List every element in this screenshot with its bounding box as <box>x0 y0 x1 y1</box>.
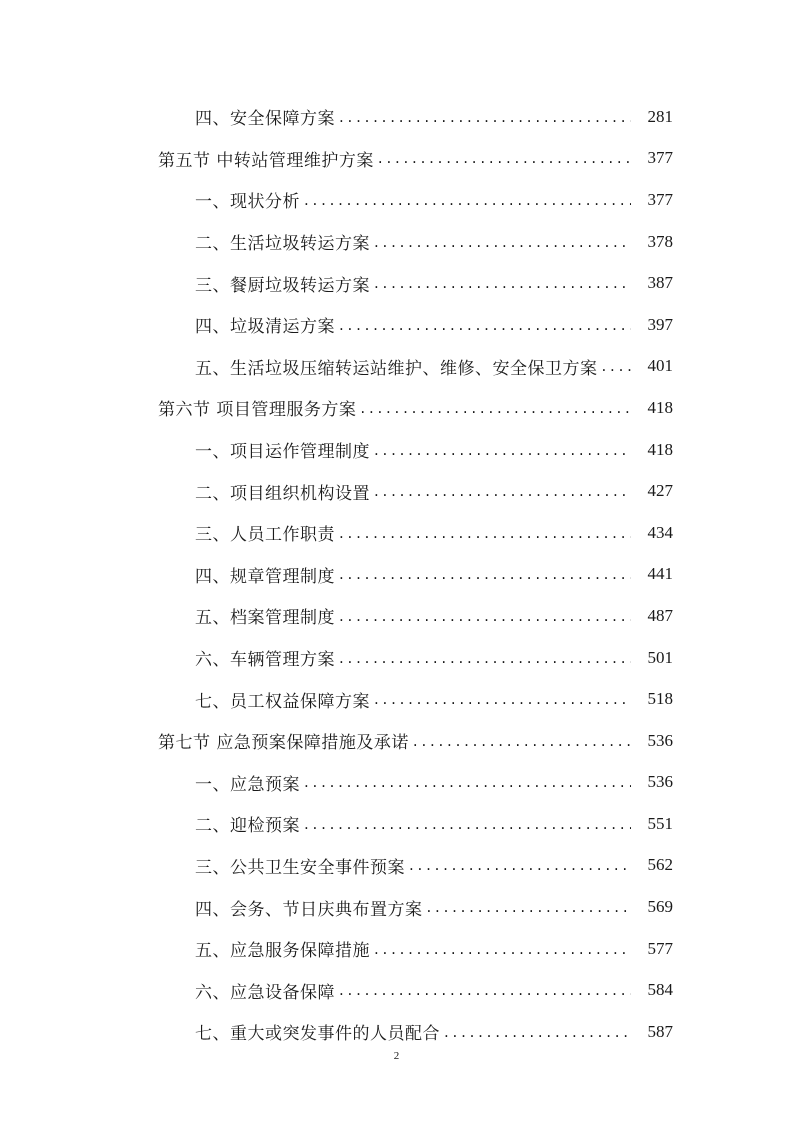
toc-entry-page: 536 <box>647 730 673 750</box>
toc-entry-label: 第六节 项目管理服务方案 <box>158 400 357 421</box>
toc-entry-label: 四、安全保障方案 <box>195 109 335 130</box>
toc-entry-label: 五、档案管理制度 <box>195 608 335 629</box>
toc-entry-label: 二、生活垃圾转运方案 <box>195 234 370 255</box>
toc-entry-label: 四、会务、节日庆典布置方案 <box>195 899 423 920</box>
toc-entry-page: 418 <box>647 439 673 459</box>
dot-leader <box>339 980 631 1000</box>
toc-entry-page: 387 <box>647 273 673 293</box>
dot-leader <box>374 689 631 709</box>
toc-entry-label: 三、餐厨垃圾转运方案 <box>195 275 370 296</box>
toc-entry[interactable] <box>0 1011 793 1053</box>
toc-entry[interactable] <box>0 554 793 596</box>
toc-entry[interactable] <box>0 262 793 304</box>
toc-entry-label: 一、现状分析 <box>195 192 300 213</box>
toc-entry[interactable] <box>0 346 793 388</box>
toc-entry-label: 二、项目组织机构设置 <box>195 483 370 504</box>
toc-entry[interactable] <box>0 470 793 512</box>
dot-leader <box>378 148 631 168</box>
dot-leader <box>304 190 631 210</box>
toc-entry-label: 四、规章管理制度 <box>195 566 335 587</box>
toc-entry-page: 584 <box>647 980 673 1000</box>
toc-entry-label: 四、垃圾清运方案 <box>195 317 335 338</box>
dot-leader <box>339 523 631 543</box>
toc-entry-label: 五、生活垃圾压缩转运站维护、维修、安全保卫方案 <box>195 358 598 379</box>
toc-entry[interactable] <box>0 429 793 471</box>
toc-entry[interactable] <box>0 845 793 887</box>
toc-entry[interactable] <box>0 928 793 970</box>
dot-leader <box>413 731 631 751</box>
toc-entry-page: 281 <box>647 106 673 126</box>
dot-leader <box>427 897 632 917</box>
toc-entry-page: 377 <box>647 189 673 209</box>
toc-entry-label: 七、员工权益保障方案 <box>195 691 370 712</box>
toc-entry-page: 378 <box>647 231 673 251</box>
toc-entry-page: 427 <box>647 481 673 501</box>
toc-entry-label: 三、人员工作职责 <box>195 525 335 546</box>
toc-entry[interactable] <box>0 678 793 720</box>
toc-entry-label: 一、应急预案 <box>195 774 300 795</box>
dot-leader <box>339 315 631 335</box>
toc-entry[interactable] <box>0 637 793 679</box>
toc-entry[interactable] <box>0 96 793 138</box>
toc-entry-page: 434 <box>647 522 673 542</box>
toc-entry[interactable] <box>0 969 793 1011</box>
dot-leader <box>339 648 631 668</box>
dot-leader <box>360 398 631 418</box>
dot-leader <box>374 939 631 959</box>
dot-leader <box>444 1022 631 1042</box>
dot-leader <box>304 772 631 792</box>
toc-entry-page: 397 <box>647 314 673 334</box>
dot-leader <box>409 855 631 875</box>
toc-entry-page: 536 <box>647 772 673 792</box>
table-of-contents <box>0 96 793 1053</box>
toc-entry[interactable] <box>0 387 793 429</box>
dot-leader <box>339 107 631 127</box>
toc-entry-page: 418 <box>647 397 673 417</box>
toc-entry-page: 377 <box>647 148 673 168</box>
toc-entry[interactable] <box>0 762 793 804</box>
dot-leader <box>339 606 631 626</box>
toc-entry-label: 六、车辆管理方案 <box>195 650 335 671</box>
toc-entry-page: 551 <box>647 813 673 833</box>
toc-entry-label: 七、重大或突发事件的人员配合 <box>195 1024 440 1045</box>
toc-entry-label: 五、应急服务保障措施 <box>195 941 370 962</box>
toc-entry[interactable] <box>0 803 793 845</box>
dot-leader <box>339 564 631 584</box>
toc-entry-label: 第七节 应急预案保障措施及承诺 <box>158 733 409 754</box>
toc-entry[interactable] <box>0 720 793 762</box>
toc-entry-label: 二、迎检预案 <box>195 816 300 837</box>
toc-entry-page: 587 <box>647 1021 673 1041</box>
toc-entry-page: 441 <box>647 564 673 584</box>
toc-entry[interactable] <box>0 304 793 346</box>
dot-leader <box>602 356 632 376</box>
dot-leader <box>304 814 631 834</box>
toc-entry-label: 一、项目运作管理制度 <box>195 442 370 463</box>
toc-entry-page: 518 <box>647 689 673 709</box>
toc-entry[interactable] <box>0 179 793 221</box>
toc-entry[interactable] <box>0 512 793 554</box>
dot-leader <box>374 232 631 252</box>
toc-entry-page: 562 <box>647 855 673 875</box>
dot-leader <box>374 440 631 460</box>
toc-entry-page: 501 <box>647 647 673 667</box>
toc-entry-label: 三、公共卫生安全事件预案 <box>195 857 405 878</box>
page-number: 2 <box>393 1050 400 1062</box>
toc-entry[interactable] <box>0 221 793 263</box>
toc-entry[interactable] <box>0 595 793 637</box>
toc-entry[interactable] <box>0 138 793 180</box>
toc-entry[interactable] <box>0 886 793 928</box>
toc-entry-page: 401 <box>647 356 673 376</box>
toc-entry-page: 569 <box>647 897 673 917</box>
dot-leader <box>374 481 631 501</box>
toc-entry-page: 487 <box>647 605 673 625</box>
toc-entry-page: 577 <box>647 938 673 958</box>
toc-entry-label: 第五节 中转站管理维护方案 <box>158 150 374 171</box>
dot-leader <box>374 273 631 293</box>
toc-entry-label: 六、应急设备保障 <box>195 982 335 1003</box>
